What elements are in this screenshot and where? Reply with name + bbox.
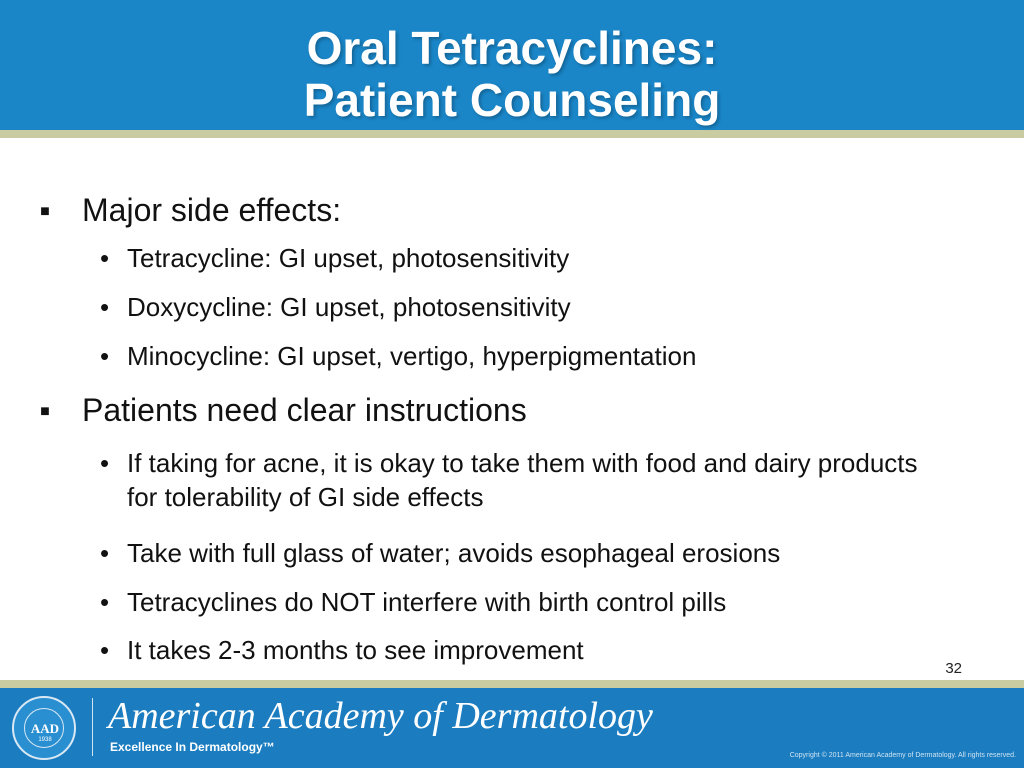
dot-bullet-icon: • [100,538,110,568]
header-stripe [0,130,1024,138]
slide-title [0,22,1024,126]
aad-seal-logo [12,696,76,760]
dot-bullet-icon: • [100,341,110,371]
sub-bullet-text: Take with full glass of water; avoids esophageal erosions [127,538,781,568]
sub-bullet-text: If taking for acne, it is okay to take them with food and dairy products for tolerability of GI side effects [127,448,918,512]
dot-bullet-icon: • [100,587,110,617]
slide-title-line-1: Oral Tetracyclines: [306,22,718,74]
sub-bullet-text: Tetracyclines do NOT interfere with birth control pills [127,587,727,617]
bullet-text: Patients need clear instructions [82,392,527,428]
sub-bullet-text: It takes 2-3 months to see improvement [127,635,584,665]
tagline: Excellence In Dermatology™ [110,740,275,754]
sub-bullet-text: Tetracycline: GI upset, photosensitivity [127,243,570,273]
dot-bullet-icon: • [100,635,110,665]
footer-stripe [0,680,1024,688]
seal-text: AAD [30,721,60,736]
seal-year: 1938 [38,737,52,743]
seal-inner-ring [24,708,64,748]
copyright-notice: Copyright © 2011 American Academy of Dermatology. All rights reserved. [789,752,1016,759]
sub-bullet-text: Minocycline: GI upset, vertigo, hyperpigmentation [127,341,697,371]
slide-title-line-2: Patient Counseling [303,74,721,126]
footer-divider [92,698,93,756]
bullet-text: Major side effects: [82,192,342,228]
footer-band [0,688,1024,768]
page-number: 32 [945,660,962,677]
dot-bullet-icon: • [100,448,110,478]
dot-bullet-icon: • [100,243,110,273]
square-bullet-icon: ■ [40,403,50,420]
organization-name: American Academy of Dermatology [108,695,653,737]
square-bullet-icon: ■ [40,203,50,220]
sub-bullet-text: Doxycycline: GI upset, photosensitivity [127,292,571,322]
dot-bullet-icon: • [100,292,110,322]
